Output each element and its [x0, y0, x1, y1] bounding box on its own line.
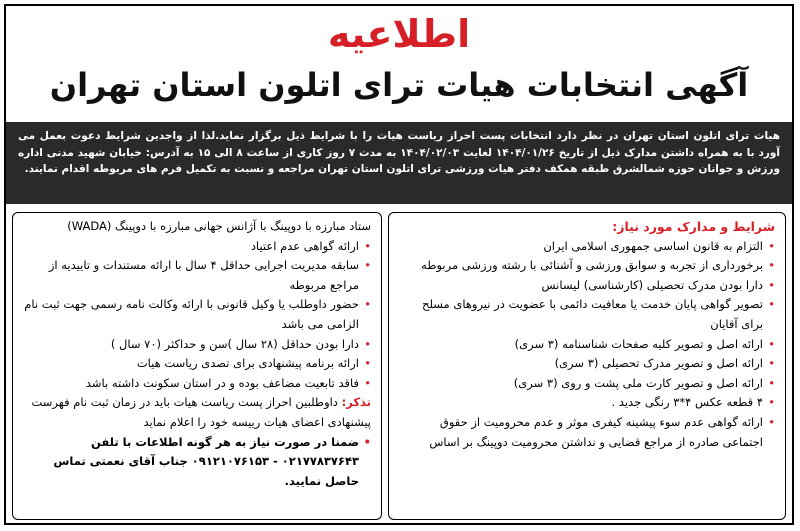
- requirement-item: • ارائه اصل و تصویر کلیه صفحات شناسنامه (۳ سری): [399, 335, 775, 355]
- requirements-heading: شرایط و مدارک مورد نیاز:: [612, 219, 775, 234]
- note-text: داوطلبین احراز پست ریاست هیات باید در زمان ثبت نام فهرست پیشنهادی اعضای هیات رییسه خود را اعلام نماید: [31, 395, 371, 429]
- announcement-title: اطلاعیه: [327, 12, 471, 56]
- requirement-item: • دارا بودن مدرک تحصیلی (کارشناسی) لیسانس: [399, 276, 775, 296]
- requirement-item: • حضور داوطلب یا وکیل قانونی با ارائه وکالت نامه رسمی جهت ثبت نام الزامی می باشد: [23, 295, 371, 334]
- requirement-item: • تصویر گواهی پایان خدمت یا معافیت دائمی با عضویت در نیروهای مسلح برای آقایان: [399, 295, 775, 334]
- requirement-item: • ارائه اصل و تصویر مدرک تحصیلی (۳ سری): [399, 354, 775, 374]
- requirement-item: • ارائه گواهی عدم سوء پیشینه کیفری موثر و عدم محرومیت از حقوق اجتماعی صادره از مراجع قضایی و نداشتن محرومیت دوپینگ بر اساس: [399, 413, 775, 452]
- requirement-item: • التزام به قانون اساسی جمهوری اسلامی ایران: [399, 237, 775, 257]
- contact-info: • ضمنا در صورت نیاز به هر گونه اطلاعات با تلفن ۰۲۱۷۷۸۳۷۶۴۳ - ۰۹۱۲۱۰۷۶۱۵۳ جناب آقای نعمتی تماس حاصل نمایید.: [23, 433, 371, 492]
- requirement-item: • ۴ قطعه عکس ۴*۳ رنگی جدید .: [399, 393, 775, 413]
- page-title: آگهی انتخابات هیات ترای اتلون استان تهران: [49, 66, 749, 104]
- requirement-item: • سابقه مدیریت اجرایی حداقل ۴ سال با ارائه مستندات و تاییدیه از مراجع مربوطه: [23, 256, 371, 295]
- requirement-item: • ارائه برنامه پیشنهادی برای تصدی ریاست هیات: [23, 354, 371, 374]
- requirement-item: • ارائه اصل و تصویر کارت ملی پشت و روی (۳ سری): [399, 374, 775, 394]
- requirement-item: • برخورداری از تجربه و سوابق ورزشی و آشنائی با رشته ورزشی مربوطه: [399, 256, 775, 276]
- requirement-continuation: ستاد مبارزه با دوپینگ با آژانس جهانی مبارزه با دوپینگ (WADA): [67, 219, 371, 233]
- header: [6, 6, 792, 118]
- requirements-continued-box: [12, 212, 382, 520]
- intro-banner: هیات ترای اتلون استان تهران در نظر دارد انتخابات پست احراز ریاست هیات را با شرایط ذیل برگزار نماید.لذا از واجدین شرایط دعوت بعمل می آورد با به همراه داشتن مدارک ذیل از تاریخ ۱۴۰۴/۰۱/۲۶ لغایت ۱۴۰۴/۰۲/۰۳ به مدت ۷ روز کاری از ساعت ۸ الی ۱۵ به آدرس: خیابان شهید مدنی اداره ورزش و جوانان حوزه شمالشرق طبقه همکف دفتر هیات ورزشی ترای اتلون استان تهران مراجعه و نسبت به تکمیل فرم های مربوطه اقدام نمایند.: [6, 122, 792, 204]
- requirement-item: • فاقد تابعیت مضاعف بوده و در استان سکونت داشته باشد: [23, 374, 371, 394]
- requirement-item: • دارا بودن حداقل (۲۸ سال )سن و حداکثر (۷۰ سال ): [23, 335, 371, 355]
- announcement-page: [4, 4, 794, 525]
- requirements-box: [388, 212, 786, 520]
- note: [23, 393, 371, 432]
- note-label: تذکر:: [341, 395, 371, 410]
- requirement-item: • ارائه گواهی عدم اعتیاد: [23, 237, 371, 257]
